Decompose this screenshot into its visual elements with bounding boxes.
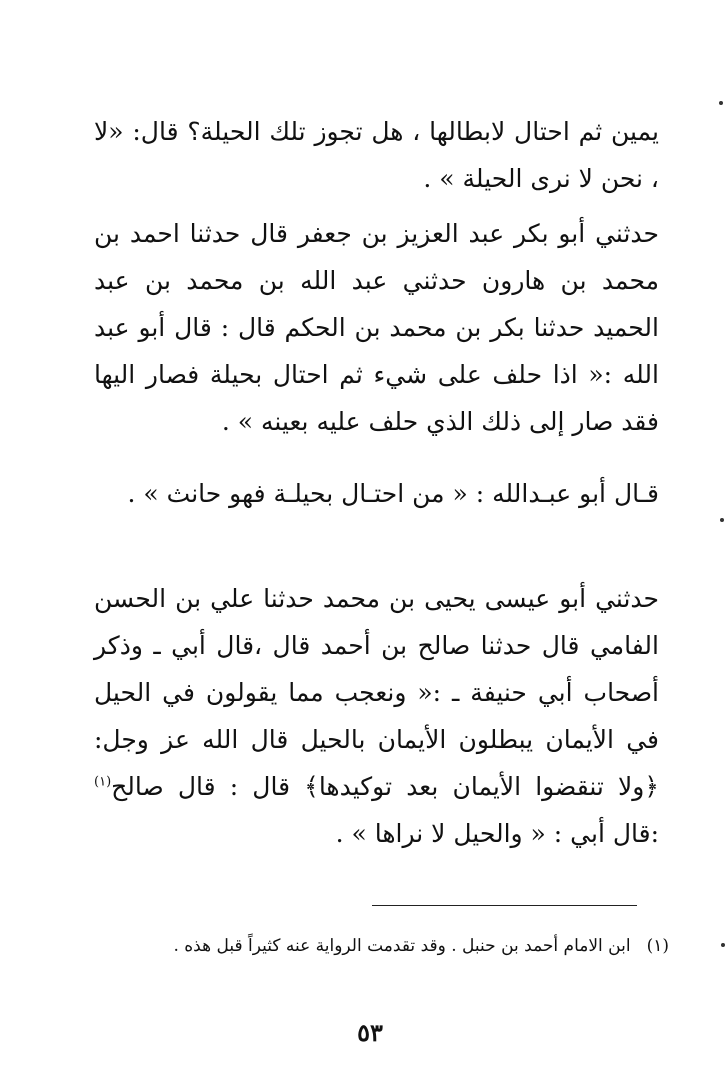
footnote	[79, 930, 669, 962]
footnote-marker: (١)	[646, 936, 669, 956]
margin-mark	[721, 943, 725, 947]
page-number: ٥٣	[357, 1018, 383, 1047]
footnote-text: ابن الامام أحمد بن حنبل . وقد تقدمت الرواية عنه كثيراً قبل هذه .	[173, 936, 631, 956]
paragraph-1: يمين ثم احتال لابطالها ، هل تجوز تلك الحيلة؟ قال: «لا ، نحن لا نرى الحيلة » .	[94, 117, 659, 193]
paragraph-2: حدثني أبو بكر عبد العزيز بن جعفر قال حدثنا احمد بن محمد بن هارون حدثني عبد الله بن محمد بن عبد الحميد حدثنا بكر بن محمد بن الحكم قال : قال أبو عبد الله :« اذا حلف على شيء ثم احتال بحيلة فصار اليها فقد صار إلى ذلك الذي حلف عليه بعينه » .	[94, 219, 659, 436]
paragraph-4-ending: :قال أبي : « والحيل لا نراها » .	[335, 819, 659, 848]
paragraph-4	[94, 575, 659, 857]
margin-mark	[719, 101, 723, 105]
paragraph-4-text: حدثني أبو عيسى يحيى بن محمد حدثنا علي بن الحسن الفامي قال حدثنا صالح بن أحمد قال ،قال أبي ـ وذكر أصحاب أبي حنيفة ـ :« ونعجب مما يقولون في الحيل في الأيمان يبطلون الأيمان بالحيل قال الله عز وجل:﴿ولا تنقضوا الأيمان بعد توكيدها﴾ قال : قال صالح	[94, 584, 659, 801]
footnote-divider	[372, 905, 637, 906]
paragraph-3: قـال أبو عبـدالله : « من احتـال بحيلـة فهو حانث » .	[127, 479, 659, 508]
margin-mark	[720, 518, 724, 522]
footnote-reference: (١)	[94, 774, 112, 790]
